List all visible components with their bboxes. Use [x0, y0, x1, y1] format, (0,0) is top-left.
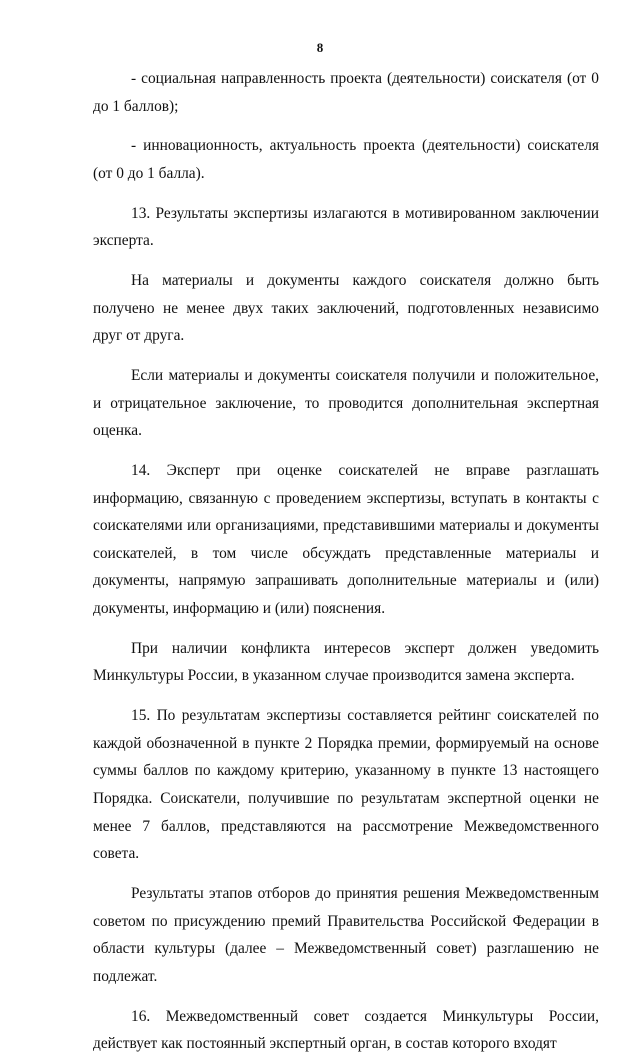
paragraph-additional-assessment: Если материалы и документы соискателя получили и положительное, и отрицательное заключение, то проводится дополнительная экспертная оценка.: [93, 367, 599, 440]
paragraph-two-conclusions: На материалы и документы каждого соискателя должно быть получено не менее двух таких заключений, подготовленных независимо друг от друга.: [93, 272, 599, 345]
document-body: [93, 65, 599, 1058]
page-number: 8: [316, 40, 324, 55]
paragraph-innovation: - инновационность, актуальность проекта (деятельности) соискателя (от 0 до 1 балла).: [93, 137, 599, 182]
paragraph-16-council: 16. Межведомственный совет создается Минкультуры России, действует как постоянный экспертный орган, в состав которого входят: [93, 1007, 599, 1053]
paragraph-15-rating: 15. По результатам экспертизы составляется рейтинг соискателей по каждой обозначенной в пункте 2 Порядка премии, формируемый на основе суммы баллов по каждому критерию, указанному в пункте 13 настоящего Порядка. Соискатели, получившие по результатам экспертной оценки не менее 7 баллов, представляются на рассмотрение Межведомственного совета.: [93, 707, 599, 863]
paragraph-13-expertise-results: 13. Результаты экспертизы излагаются в мотивированном заключении эксперта.: [93, 204, 599, 250]
paragraph-conflict-of-interest: При наличии конфликта интересов эксперт должен уведомить Минкультуры России, в указанном случае производится замена эксперта.: [93, 639, 599, 685]
paragraph-14-expert-confidentiality: 14. Эксперт при оценке соискателей не вправе разглашать информацию, связанную с проведением экспертизы, вступать в контакты с соискателями или организациями, представившими материалы и документы соискателей, в том числе обсуждать представленные материалы и документы, напрямую запрашивать дополнительные материалы и (или) документы, информацию и (или) пояснения.: [93, 462, 599, 618]
paragraph-results-not-disclosed: Результаты этапов отборов до принятия решения Межведомственным советом по присуждению премий Правительства Российской Федерации в области культуры (далее – Межведомственный совет) разглашению не подлежат.: [93, 884, 599, 985]
paragraph-social-orientation: - социальная направленность проекта (деятельности) соискателя (от 0 до 1 баллов);: [93, 70, 599, 115]
